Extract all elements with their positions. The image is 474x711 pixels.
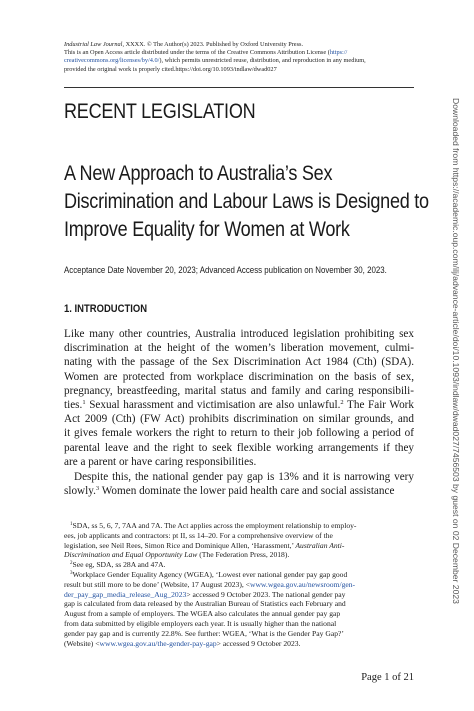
title-line-3: Improve Equality for Women at Work (64, 218, 350, 241)
header-line-3: creativecommons.org/licenses/by/4.0/), which permits unrestricted reuse, distribution, and reproduction in any medium, (64, 57, 366, 65)
header-line-4: provided the original work is properly cited.https://doi.org/10.1093/indlaw/dwad027 (64, 65, 277, 73)
paragraph-1: Like many other countries, Australia introduced legislation prohibiting sex discrimination at the height of the women’s liberation movement, culmi- nating with the passage of the Sex Discrimination Act 1984 (Cth) (SDA). Women are protected from workplace discrimination on the basis of sex, pregnancy, breastfeeding, marital status and family and caring responsibili- ties.$^1$ Sexual harassment and victimisation are also unlawful.$^2$ The Fair Work Act 2009 (Cth) (FW Act) prohibits discrimination on similar grounds, and it gives female workers the right to return to their job following a period of parental leave and the right to seek flexible working arrangements if they are a parent or have caring responsibilities. (64, 328, 415, 468)
footnote-ref-2[interactable]: 2 (340, 399, 344, 407)
download-watermark: Downloaded from https://academic.oup.com/ilj/advance-article/doi/10.1093/indlaw/dwad027/7456503 by guest on 02 December 2023 (451, 98, 461, 604)
license-link[interactable]: creativecommons.org/licenses/by/4.0/ (64, 57, 160, 65)
title-line-1: A New Approach to Australia’s Sex (64, 162, 333, 185)
journal-name: Industrial Law Journal (64, 41, 123, 48)
header-divider (64, 87, 414, 88)
section-heading-introduction: 1. INTRODUCTION (64, 303, 148, 315)
wgea-newsroom-link[interactable]: www.wgea.gov.au/newsroom/gen- (249, 579, 356, 589)
section-label: RECENT LEGISLATION (64, 100, 256, 123)
title-line-2: Discrimination and Labour Laws is Designed to (64, 190, 429, 213)
acceptance-date: Acceptance Date November 20, 2023; Advanced Access publication on November 30, 2023. (64, 265, 387, 275)
paragraph-2: Despite this, the national gender pay gap is 13% and it is narrowing very slowly.$^3$ Women dominate the lower paid health care and social assistance (64, 471, 414, 498)
footnotes (64, 521, 414, 648)
footnote-1: $^1$SDA, ss 5, 6, 7, 7AA and 7A. The Act applies across the employment relationship to employ- ees, job applicants and contractors: pt II, ss 14–20. For a comprehensive overview of the legislation, see Neil Rees, Simon Rice and Dominique Allen, ‘Harassment,’ Australian Anti- Discrimination and Equal Opportunity Law (The Federation Press, 2018). (64, 521, 357, 560)
header-line-1: Industrial Law Journal, XXXX. © The Author(s) 2023. Published by Oxford University Press. (64, 41, 304, 48)
wgea-pay-gap-link[interactable]: www.wgea.gov.au/the-gender-pay-gap (99, 638, 217, 648)
license-link-start[interactable]: https:// (329, 49, 348, 57)
page-number: Page 1 of 21 (361, 672, 414, 683)
footnote-ref-1[interactable]: 1 (82, 399, 86, 407)
article-title (64, 160, 429, 244)
journal-header (64, 41, 424, 74)
footnote-ref-3[interactable]: 3 (95, 485, 100, 493)
footnote-2: $^2$See eg, SDA, ss 28A and 47A. (70, 560, 166, 570)
footnote-3: $^3$Workplace Gender Equality Agency (WGEA), ‘Lowest ever national gender pay gap good result but still more to be done’ (Website, 17 August 2023), <www.wgea.gov.au/newsroom/gen- der_pay_gap_media_release_Aug_2023> accessed 9 October 2023. The national gender pay gap is calculated from data released by the Australian Bureau of Statistics each February and August from a sample of employers. The WGEA also calculates the annual gender pay gap from data submitted by eligible employers each year. It is usually higher than the national gender pay gap and is currently 22.8%. See further: WGEA, ‘What is the Gender Pay Gap?’ (Website) <www.wgea.gov.au/the-gender-pay-gap> accessed 9 October 2023. (64, 569, 356, 648)
wgea-newsroom-link-cont[interactable]: der_pay_gap_media_release_Aug_2023 (64, 589, 187, 599)
header-line-2: This is an Open Access article distributed under the terms of the Creative Commons Attribution License (https:// (64, 49, 348, 57)
